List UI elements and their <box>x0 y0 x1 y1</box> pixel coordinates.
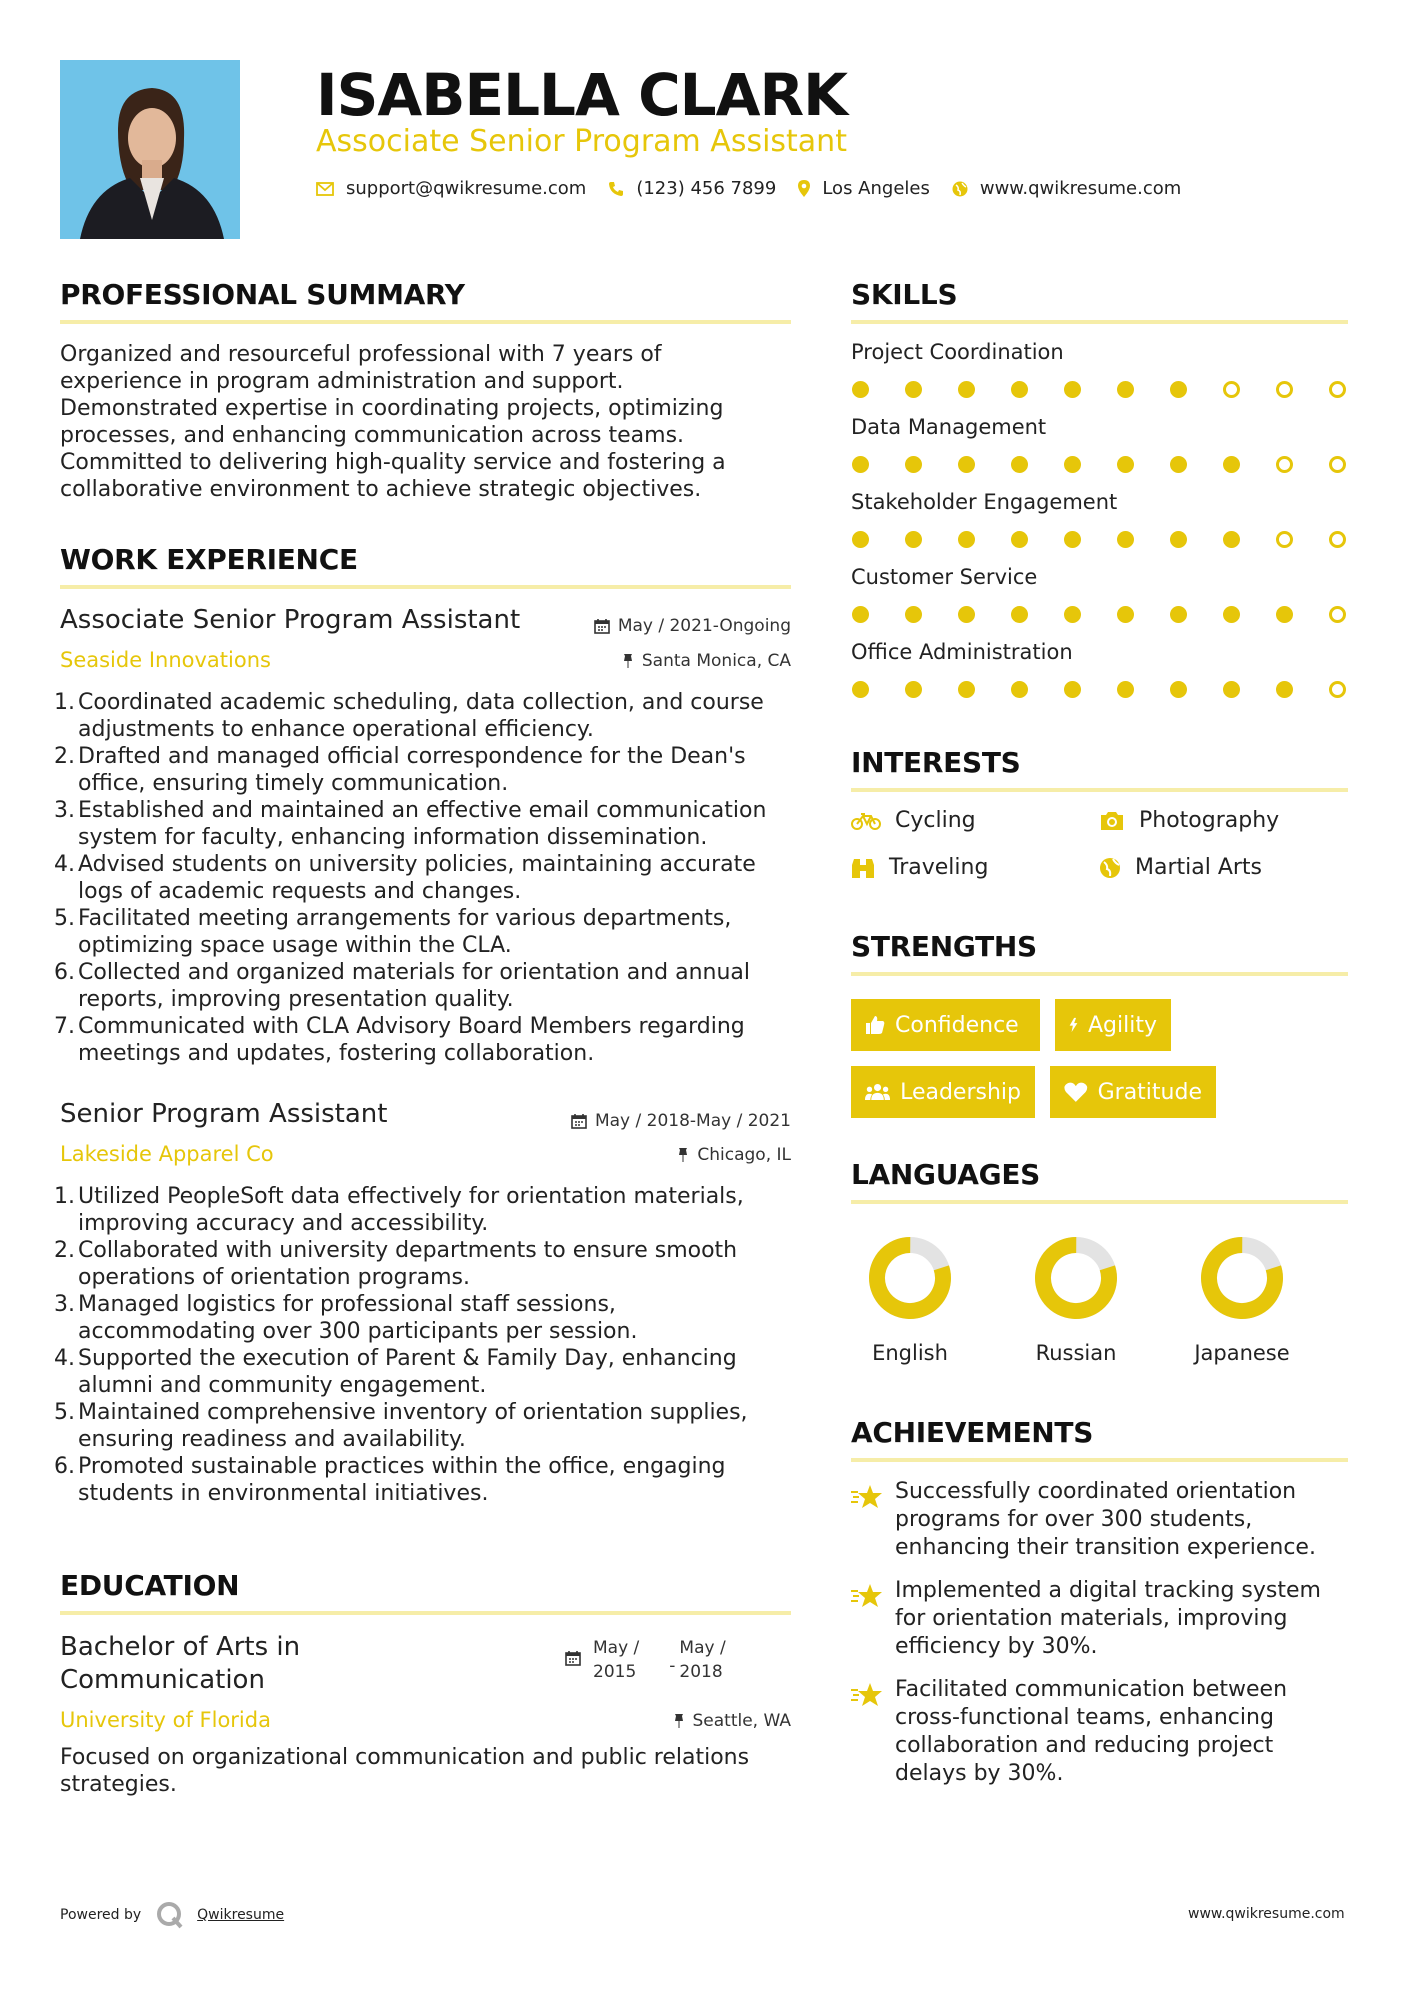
strengths-rule <box>851 972 1348 976</box>
camera-icon <box>1099 810 1125 832</box>
summary-line: collaborative environment to achieve strategic objectives. <box>60 477 702 502</box>
company-name: Seaside Innovations <box>60 648 271 672</box>
job-dates <box>594 616 791 636</box>
calendar-icon <box>571 1113 587 1129</box>
education-dates <box>565 1636 726 1684</box>
strength-label: Confidence <box>895 1012 1019 1038</box>
contact-location <box>798 178 930 199</box>
list-item: 7. Communicated with CLA Advisory Board Members regarding meetings and updates, fostering collaboration. <box>60 1013 800 1067</box>
phone-text: (123) 456 7899 <box>636 178 777 199</box>
duty-line: Maintained comprehensive inventory of orientation supplies, <box>78 1400 748 1425</box>
skill-name: Data Management <box>851 415 1047 439</box>
education-rule <box>60 1611 791 1615</box>
contact-bar <box>316 178 1203 199</box>
duty-line: alumni and community engagement. <box>78 1373 487 1398</box>
rating-dot-filled <box>958 456 975 473</box>
skills-rule <box>851 320 1348 324</box>
job-location-text: Chicago, IL <box>697 1145 791 1165</box>
experience-heading: WORK EXPERIENCE <box>60 543 358 576</box>
rating-dot-empty <box>1329 381 1346 398</box>
list-item: 2. Drafted and managed official correspondence for the Dean's office, ensuring timely communication. <box>60 743 800 797</box>
rating-dot-filled <box>1117 681 1134 698</box>
calendar-icon <box>565 1650 581 1666</box>
rating-dot-filled <box>1117 531 1134 548</box>
language-proficiency-donut <box>1033 1235 1119 1321</box>
skill-name: Project Coordination <box>851 340 1064 364</box>
rating-dot-filled <box>905 456 922 473</box>
edu-end-month: May / <box>679 1638 726 1658</box>
list-item: 3. Established and maintained an effective email communication system for faculty, enhancing information dissemination. <box>60 797 800 851</box>
star-icon <box>850 1484 884 1514</box>
duty-line: Promoted sustainable practices within the office, engaging <box>78 1454 726 1479</box>
strength-badge-agility <box>1055 999 1171 1051</box>
edu-start-month: May / <box>593 1638 640 1658</box>
job-duties <box>54 689 800 1067</box>
strength-badge-confidence <box>851 999 1040 1051</box>
rating-dot-filled <box>1011 681 1028 698</box>
rating-dot-filled <box>958 681 975 698</box>
rating-dot-filled <box>1064 681 1081 698</box>
education-heading: EDUCATION <box>60 1569 240 1602</box>
job-location <box>622 651 791 671</box>
rating-dot-empty <box>1329 456 1346 473</box>
degree-line: Communication <box>60 1665 265 1695</box>
rating-dot-filled <box>852 381 869 398</box>
email-text: support@qwikresume.com <box>346 178 587 199</box>
languages-heading: LANGUAGES <box>851 1158 1041 1191</box>
skill-name: Customer Service <box>851 565 1038 589</box>
job-location-text: Santa Monica, CA <box>641 651 791 671</box>
duty-line: logs of academic requests and changes. <box>78 879 522 904</box>
interest-label: Photography <box>1139 808 1280 833</box>
duty-line: Communicated with CLA Advisory Board Members regarding <box>78 1014 745 1039</box>
skills-heading: SKILLS <box>851 278 958 311</box>
rating-dot-filled <box>1064 531 1081 548</box>
interest-martial-arts <box>1099 855 1262 880</box>
rating-dot-filled <box>905 681 922 698</box>
list-item: 5. Facilitated meeting arrangements for various departments, optimizing space usage within the CLA. <box>60 905 800 959</box>
rating-dot-filled <box>852 681 869 698</box>
achievement-line: efficiency by 30%. <box>895 1634 1098 1659</box>
profile-photo <box>60 60 240 239</box>
rating-dot-filled <box>1170 381 1187 398</box>
duty-line: office, ensuring timely communication. <box>78 771 509 796</box>
achievement-line: cross-functional teams, enhancing <box>895 1705 1274 1730</box>
rating-dot-filled <box>1223 456 1240 473</box>
rating-dot-filled <box>1170 531 1187 548</box>
achievement-line: programs for over 300 students, <box>895 1507 1253 1532</box>
rating-dot-filled <box>1117 456 1134 473</box>
heart-icon <box>1064 1082 1088 1102</box>
duty-line: optimizing space usage within the CLA. <box>78 933 512 958</box>
contact-email[interactable] <box>316 178 586 199</box>
powered-by-text: Powered by <box>60 1907 142 1923</box>
bolt-icon <box>1069 1014 1078 1036</box>
job-title: Associate Senior Program Assistant <box>60 605 521 635</box>
strength-badge-leadership <box>851 1066 1035 1118</box>
duty-line: system for faculty, enhancing information dissemination. <box>78 825 708 850</box>
duty-line: ensuring readiness and availability. <box>78 1427 466 1452</box>
job-dates-text: May / 2018-May / 2021 <box>594 1111 791 1131</box>
rating-dot-filled <box>852 606 869 623</box>
skill-rating <box>852 681 1382 698</box>
rating-dot-filled <box>1170 606 1187 623</box>
rating-dot-filled <box>852 531 869 548</box>
rating-dot-filled <box>1011 531 1028 548</box>
interests-heading: INTERESTS <box>851 746 1021 779</box>
list-item: 6. Promoted sustainable practices within the office, engaging students in environmental initiatives. <box>60 1453 800 1507</box>
achievement-item <box>895 1478 1355 1562</box>
achievement-line: Successfully coordinated orientation <box>895 1479 1297 1504</box>
rating-dot-filled <box>1117 381 1134 398</box>
skill-rating <box>852 606 1382 623</box>
achievement-line: for orientation materials, improving <box>895 1606 1288 1631</box>
achievement-line: Implemented a digital tracking system <box>895 1578 1321 1603</box>
job-duties <box>54 1183 800 1507</box>
rating-dot-filled <box>1064 606 1081 623</box>
star-icon <box>850 1682 884 1712</box>
rating-dot-empty <box>1329 681 1346 698</box>
interest-label: Cycling <box>895 808 976 833</box>
rating-dot-empty <box>1276 456 1293 473</box>
achievement-item <box>895 1577 1355 1661</box>
star-icon <box>850 1583 884 1613</box>
rating-dot-empty <box>1329 531 1346 548</box>
education-line: strategies. <box>60 1772 177 1797</box>
rating-dot-filled <box>1170 681 1187 698</box>
languages-rule <box>851 1200 1348 1204</box>
phone-icon <box>608 181 624 197</box>
map-pin-icon <box>798 180 810 197</box>
company-name: Lakeside Apparel Co <box>60 1142 274 1166</box>
skill-name: Stakeholder Engagement <box>851 490 1118 514</box>
rating-dot-filled <box>1011 606 1028 623</box>
language-name: Russian <box>1035 1341 1117 1365</box>
duty-line: operations of orientation programs. <box>78 1265 470 1290</box>
rating-dot-filled <box>905 606 922 623</box>
contact-phone[interactable] <box>608 178 776 199</box>
pushpin-icon <box>622 653 634 669</box>
job-dates <box>571 1111 791 1131</box>
achievement-line: Facilitated communication between <box>895 1677 1288 1702</box>
strength-label: Agility <box>1088 1012 1157 1038</box>
education-location <box>673 1711 792 1731</box>
skill-rating <box>852 381 1382 398</box>
rating-dot-filled <box>1011 456 1028 473</box>
rating-dot-filled <box>905 381 922 398</box>
interest-traveling <box>851 855 988 880</box>
education-line: Focused on organizational communication and public relations <box>60 1745 750 1770</box>
strengths-heading: STRENGTHS <box>851 930 1037 963</box>
rating-dot-filled <box>1011 381 1028 398</box>
language-proficiency-donut <box>1199 1235 1285 1321</box>
duty-line: improving accuracy and accessibility. <box>78 1211 489 1236</box>
globe-icon <box>1099 857 1121 879</box>
job-dates-text: May / 2021-Ongoing <box>617 616 791 636</box>
rating-dot-filled <box>1064 456 1081 473</box>
summary-line: processes, and enhancing communication across teams. <box>60 423 685 448</box>
experience-rule <box>60 585 791 589</box>
duty-line: Supported the execution of Parent & Family Day, enhancing <box>78 1346 737 1371</box>
rating-dot-filled <box>852 456 869 473</box>
rating-dot-filled <box>1223 681 1240 698</box>
language-name: English <box>872 1341 948 1365</box>
duty-line: Facilitated meeting arrangements for various departments, <box>78 906 732 931</box>
rating-dot-filled <box>1276 681 1293 698</box>
duty-line: students in environmental initiatives. <box>78 1481 489 1506</box>
list-item: 6. Collected and organized materials for orientation and annual reports, improving presentation quality. <box>60 959 800 1013</box>
bicycle-icon <box>851 812 881 830</box>
list-item: 5. Maintained comprehensive inventory of orientation supplies, ensuring readiness and availability. <box>60 1399 800 1453</box>
education-location-text: Seattle, WA <box>692 1711 791 1731</box>
duty-line: adjustments to enhance operational efficiency. <box>78 717 594 742</box>
skill-rating <box>852 531 1382 548</box>
rating-dot-filled <box>958 606 975 623</box>
job-title: Senior Program Assistant <box>60 1099 388 1129</box>
users-icon <box>865 1082 890 1102</box>
summary-line: experience in program administration and support. <box>60 369 624 394</box>
rating-dot-filled <box>1276 606 1293 623</box>
achievement-line: enhancing their transition experience. <box>895 1535 1316 1560</box>
duty-line: reports, improving presentation quality. <box>78 987 514 1012</box>
strength-label: Gratitude <box>1097 1079 1202 1105</box>
list-item: 1. Utilized PeopleSoft data effectively for orientation materials, improving accuracy and accessibility. <box>60 1183 800 1237</box>
duty-line: accommodating over 300 participants per session. <box>78 1319 638 1344</box>
edu-start-year: 2015 <box>593 1662 637 1682</box>
summary-rule <box>60 320 791 324</box>
pushpin-icon <box>673 1713 685 1729</box>
achievement-line: collaboration and reducing project <box>895 1733 1274 1758</box>
list-item: 1. Coordinated academic scheduling, data collection, and course adjustments to enhance operational efficiency. <box>60 689 800 743</box>
envelope-icon <box>316 182 334 196</box>
rating-dot-filled <box>958 531 975 548</box>
footer-url[interactable]: www.qwikresume.com <box>1188 1906 1345 1922</box>
rating-dot-empty <box>1276 531 1293 548</box>
rating-dot-filled <box>1117 606 1134 623</box>
qwikresume-logo-icon <box>155 1900 185 1930</box>
rating-dot-filled <box>905 531 922 548</box>
school-name: University of Florida <box>60 1708 271 1732</box>
binoculars-icon <box>851 857 875 879</box>
edu-end <box>679 1636 725 1684</box>
duty-line: meetings and updates, fostering collaboration. <box>78 1041 595 1066</box>
rating-dot-filled <box>958 381 975 398</box>
edu-date-dash: - <box>669 1656 676 1676</box>
summary-line: Organized and resourceful professional with 7 years of <box>60 342 662 367</box>
brand-link[interactable]: Qwikresume <box>197 1907 285 1923</box>
rating-dot-empty <box>1276 381 1293 398</box>
rating-dot-filled <box>1064 381 1081 398</box>
duty-line: Drafted and managed official correspondence for the Dean's <box>78 744 746 769</box>
language-name: Japanese <box>1194 1341 1290 1365</box>
footer-powered-by <box>60 1900 284 1930</box>
rating-dot-filled <box>1223 531 1240 548</box>
list-item: 3. Managed logistics for professional staff sessions, accommodating over 300 participants per session. <box>60 1291 800 1345</box>
edu-start <box>593 1636 639 1684</box>
degree-line: Bachelor of Arts in <box>60 1632 301 1662</box>
skill-name: Office Administration <box>851 640 1073 664</box>
duty-line: Utilized PeopleSoft data effectively for orientation materials, <box>78 1184 744 1209</box>
summary-heading: PROFESSIONAL SUMMARY <box>60 278 465 311</box>
calendar-icon <box>594 618 610 634</box>
list-item: 4. Supported the execution of Parent & Family Day, enhancing alumni and community engagement. <box>60 1345 800 1399</box>
achievements-heading: ACHIEVEMENTS <box>851 1416 1094 1449</box>
summary-line: Demonstrated expertise in coordinating projects, optimizing <box>60 396 724 421</box>
location-text: Los Angeles <box>822 178 930 199</box>
website-text: www.qwikresume.com <box>979 178 1182 199</box>
rating-dot-filled <box>1223 606 1240 623</box>
edu-end-year: 2018 <box>679 1662 723 1682</box>
interest-label: Traveling <box>889 855 989 880</box>
rating-dot-empty <box>1223 381 1240 398</box>
donut-fill <box>868 1236 951 1319</box>
education-description <box>60 1744 820 1798</box>
achievement-line: delays by 30%. <box>895 1761 1064 1786</box>
language-proficiency-donut <box>867 1235 953 1321</box>
list-item: 2. Collaborated with university departments to ensure smooth operations of orientation programs. <box>60 1237 800 1291</box>
interests-rule <box>851 788 1348 792</box>
interest-label: Martial Arts <box>1135 855 1263 880</box>
summary-line: Committed to delivering high-quality service and fostering a <box>60 450 726 475</box>
achievements-rule <box>851 1458 1348 1462</box>
degree-title <box>60 1631 300 1697</box>
summary-text <box>60 341 791 503</box>
achievement-item <box>895 1676 1355 1788</box>
duty-line: Collaborated with university departments to ensure smooth <box>78 1238 738 1263</box>
strength-label: Leadership <box>900 1079 1021 1105</box>
skill-rating <box>852 456 1382 473</box>
strength-badge-gratitude <box>1050 1066 1216 1118</box>
globe-icon <box>952 181 968 197</box>
pushpin-icon <box>677 1147 689 1163</box>
duty-line: Coordinated academic scheduling, data collection, and course <box>78 690 764 715</box>
list-item: 4. Advised students on university policies, maintaining accurate logs of academic requests and changes. <box>60 851 800 905</box>
contact-website[interactable] <box>952 178 1181 199</box>
candidate-name: ISABELLA CLARK <box>316 61 848 129</box>
interest-cycling <box>851 808 976 833</box>
duty-line: Established and maintained an effective email communication <box>78 798 767 823</box>
rating-dot-filled <box>1170 456 1187 473</box>
job-location <box>677 1145 791 1165</box>
interest-photography <box>1099 808 1279 833</box>
donut-fill <box>1200 1236 1283 1319</box>
thumbs-up-icon <box>865 1015 885 1035</box>
duty-line: Advised students on university policies, maintaining accurate <box>78 852 756 877</box>
candidate-title: Associate Senior Program Assistant <box>316 124 847 159</box>
duty-line: Managed logistics for professional staff sessions, <box>78 1292 616 1317</box>
donut-fill <box>1034 1236 1117 1319</box>
rating-dot-empty <box>1329 606 1346 623</box>
duty-line: Collected and organized materials for orientation and annual <box>78 960 750 985</box>
